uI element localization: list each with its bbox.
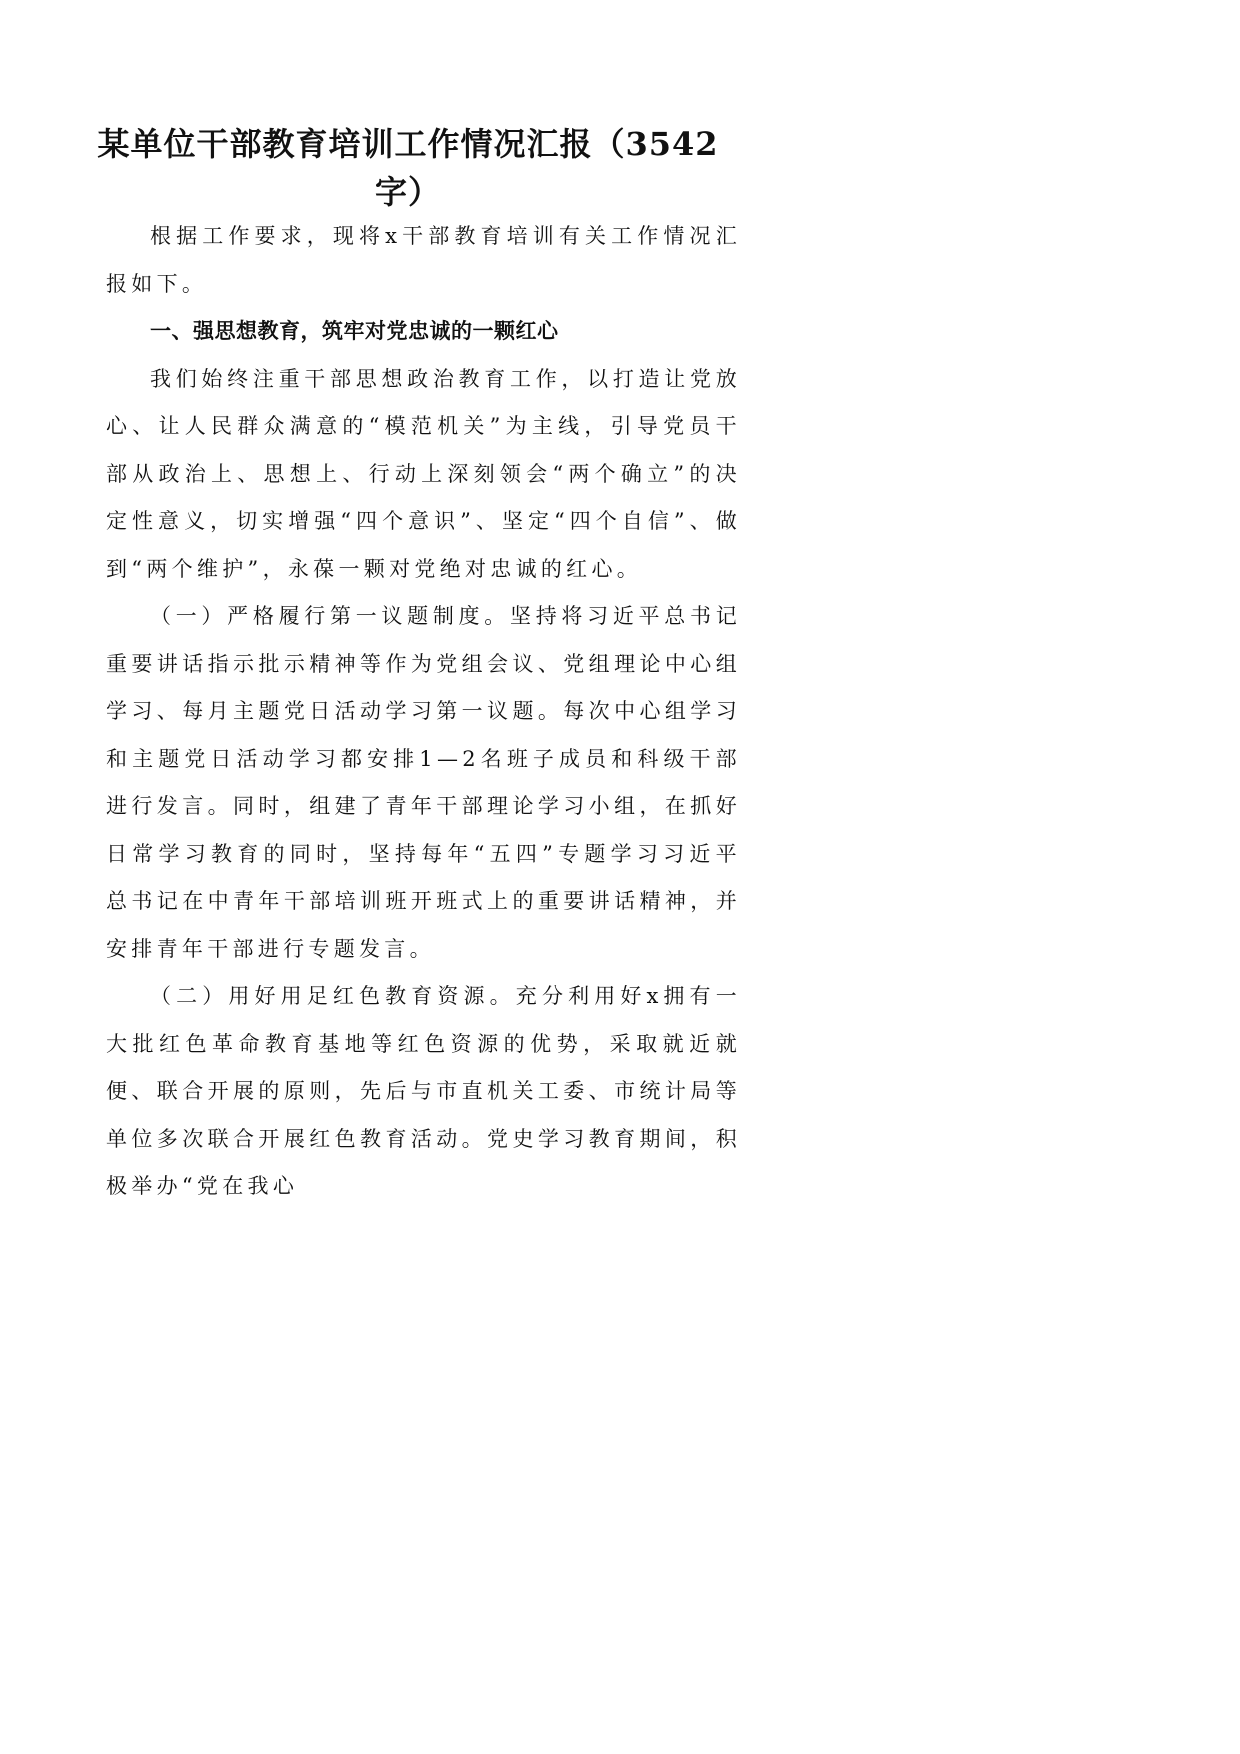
document-page — [0, 0, 848, 1200]
document-body — [106, 213, 741, 1211]
section-heading: 一、强思想教育，筑牢对党忠诚的一颗红心 — [150, 319, 559, 343]
body-paragraph: 我们始终注重干部思想政治教育工作，以打造让党放心、让人民群众满意的“模范机关”为主线，引导党员干部从政治上、思想上、行动上深刻领会“两个确立”的决定性意义，切实增强“四个意识”、坚定“四个自信”、做到“两个维护”，永葆一颗对党绝对忠诚的红心。 — [106, 366, 741, 581]
document-title: 某单位干部教育培训工作情况汇报（3542字） — [97, 125, 719, 211]
intro-paragraph: 根据工作要求，现将x干部教育培训有关工作情况汇报如下。 — [106, 224, 741, 296]
body-paragraph: （一）严格履行第一议题制度。坚持将习近平总书记重要讲话指示批示精神等作为党组会议、党组理论中心组学习、每月主题党日活动学习第一议题。每次中心组学习和主题党日活动学习都安排1—2名班子成员和科级干部进行发言。同时，组建了青年干部理论学习小组，在抓好日常学习教育的同时，坚持每年“五四”专题学习习近平总书记在中青年干部培训班开班式上的重要讲话精神，并安排青年干部进行专题发言。 — [106, 604, 741, 961]
body-paragraph: （二）用好用足红色教育资源。充分利用好x拥有一大批红色革命教育基地等红色资源的优势，采取就近就便、联合开展的原则，先后与市直机关工委、市统计局等单位多次联合开展红色教育活动。党史学习教育期间，积极举办“党在我心 — [106, 984, 741, 1198]
